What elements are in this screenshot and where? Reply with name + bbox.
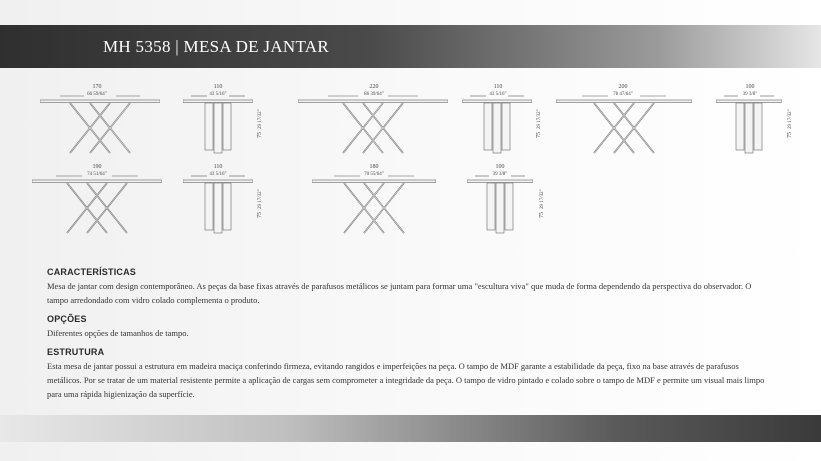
section-title-caracteristicas: CARACTERÍSTICAS [47, 267, 137, 277]
dimension-height-label: 7529 17/32" [536, 109, 542, 138]
dimension-width-label: 100 39 3/8" [742, 84, 758, 97]
section-text-estrutura: Esta mesa de jantar possui a estrutura em madeira maciça conferindo firmeza, evitando rangidos e imperfeições na peça. O tampo de MDF garante a estabilidade da peça, fixo na base através de parafusos metálicos. Por se tratar de um material resistente permite a aplicação de cargas sem comprometer a integridade da peça. O tampo de vidro pintado e colado sobre o tampo de MDF e permite um visual mais limpo para uma rápida higienização da superfície. [47, 361, 765, 399]
table-front-view-drawing [32, 172, 162, 236]
dimension-width-label: 220 86 39/64" [364, 84, 384, 97]
section-text-opcoes: Diferentes opções de tamanhos de tampo. [47, 328, 189, 338]
section-title-estrutura: ESTRUTURA [47, 347, 105, 357]
table-side-view-drawing [183, 92, 253, 156]
dimension-width-label: 100 39 3/8" [492, 164, 508, 177]
table-side-view-drawing [183, 172, 253, 236]
table-front-view-drawing [312, 172, 436, 236]
footer-band [0, 415, 821, 442]
dimension-width-label: 190 74 51/64" [87, 164, 107, 177]
section-title-opcoes: OPÇÕES [47, 314, 87, 324]
page-title: MH 5358 | MESA DE JANTAR [103, 37, 330, 56]
dimension-width-label: 110 43 5/16" [209, 84, 227, 97]
table-front-view-drawing [40, 92, 160, 156]
dimension-width-label: 200 78 47/64" [613, 84, 633, 97]
dimension-width-label: 110 43 5/16" [209, 164, 227, 177]
table-front-view-drawing [298, 92, 448, 156]
table-side-view-drawing [467, 172, 533, 236]
dimension-height-label: 7529 17/32" [257, 109, 263, 138]
dimension-width-label: 170 66 59/64" [87, 84, 107, 97]
description-text-block [47, 265, 767, 406]
section-text-caracteristicas: Mesa de jantar com design contemporâneo. As peças da base fixas através de parafusos metálicos se juntam para formar uma "escultura viva" que muda de forma dependendo da perspectiva do observador. O tampo arredondado com vidro colado complementa o produto. [47, 281, 752, 305]
dimension-height-label: 7529 17/32" [257, 189, 263, 218]
table-side-view-drawing [462, 92, 532, 156]
table-front-view-drawing [556, 92, 692, 156]
dimension-height-label: 7529 17/32" [787, 109, 793, 138]
table-side-view-drawing [716, 92, 782, 156]
dimension-height-label: 7529 17/32" [539, 189, 545, 218]
dimension-width-label: 110 43 5/16" [489, 84, 507, 97]
dimension-width-label: 180 70 55/64" [364, 164, 384, 177]
